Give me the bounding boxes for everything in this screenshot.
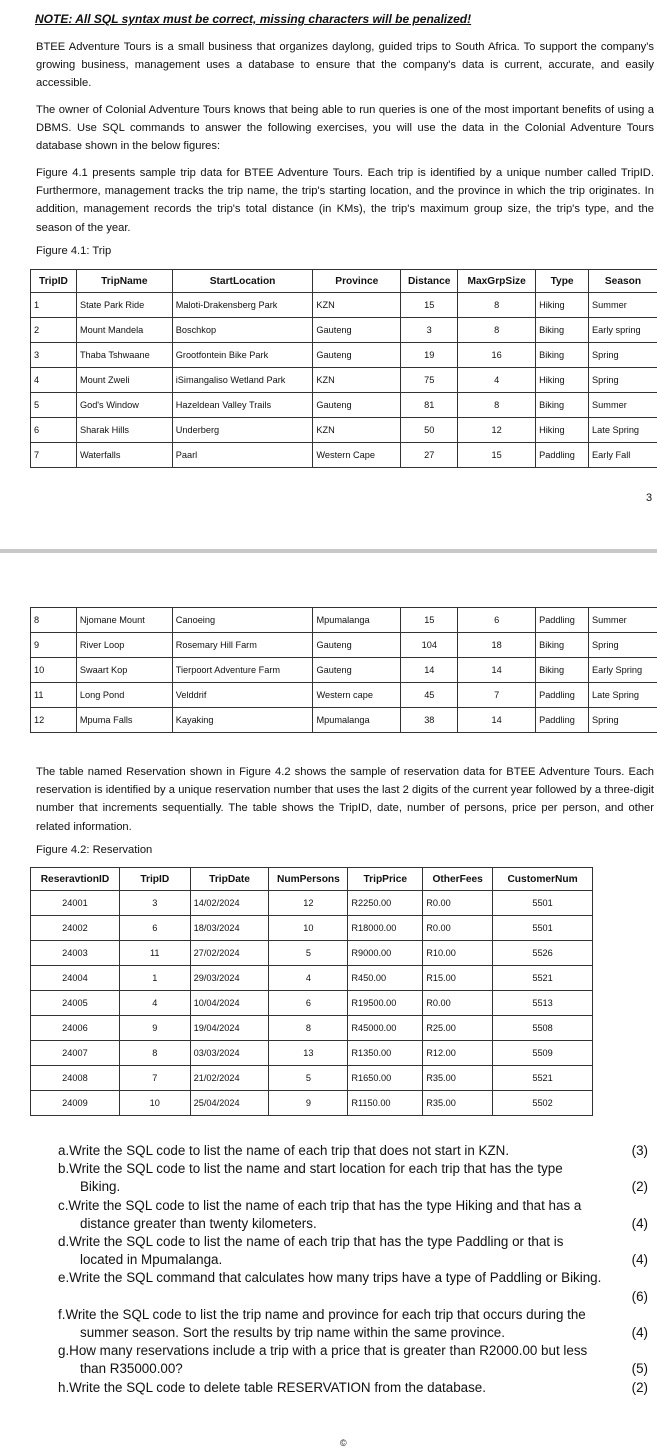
reservation-cell: 12 xyxy=(269,891,348,916)
trip-column-header: Province xyxy=(313,270,401,293)
reservation-cell: 10 xyxy=(269,916,348,941)
question-text-cont: than R35000.00? xyxy=(80,1360,183,1378)
trip-cell: Spring xyxy=(589,368,657,393)
reservation-cell: 24004 xyxy=(31,966,120,991)
question-text: Write the SQL code to list the name of each trip that does not start in KZN. xyxy=(69,1143,509,1158)
page-number: 3 xyxy=(646,492,652,504)
reservation-column-header: TripID xyxy=(119,868,190,891)
question-item xyxy=(58,1142,648,1160)
trip-cell: Mount Zweli xyxy=(76,368,172,393)
question-marks: (2) xyxy=(632,1178,648,1196)
reservation-column-header: ReseravtionID xyxy=(31,868,120,891)
figure-4-2-caption: Figure 4.2: Reservation xyxy=(36,844,152,856)
trip-cell: Paddling xyxy=(536,707,589,732)
trip-cell: 3 xyxy=(31,343,77,368)
trip-cell: Njomane Mount xyxy=(76,607,172,632)
question-text: Write the SQL code to list the trip name and province for each trip that occurs during the xyxy=(65,1307,585,1322)
question-line xyxy=(58,1197,581,1215)
reservation-cell: 24005 xyxy=(31,991,120,1016)
reservation-cell: 5508 xyxy=(493,1016,593,1041)
trip-cell: Gauteng xyxy=(313,318,401,343)
trip-cell: Early Spring xyxy=(589,657,657,682)
reservation-cell: 5521 xyxy=(493,1066,593,1091)
reservation-cell: R45000.00 xyxy=(348,1016,423,1041)
trip-row xyxy=(31,343,657,368)
trip-cell: Late Spring xyxy=(589,418,657,443)
reservation-cell: 24001 xyxy=(31,891,120,916)
trip-cell: 3 xyxy=(401,318,458,343)
reservation-cell: 4 xyxy=(269,966,348,991)
trip-cell: 6 xyxy=(31,418,77,443)
reservation-cell: 5509 xyxy=(493,1041,593,1066)
trip-cell: Swaart Kop xyxy=(76,657,172,682)
reservation-cell: 21/02/2024 xyxy=(190,1066,269,1091)
question-item xyxy=(58,1379,648,1397)
trip-cell: Underberg xyxy=(172,418,313,443)
trip-column-header: Distance xyxy=(401,270,458,293)
trip-cell: River Loop xyxy=(76,632,172,657)
reservation-row xyxy=(31,891,593,916)
trip-cell: KZN xyxy=(313,368,401,393)
trip-row xyxy=(31,368,657,393)
trip-cell: Gauteng xyxy=(313,657,401,682)
trip-column-header: Season xyxy=(589,270,657,293)
trip-column-header: TripName xyxy=(76,270,172,293)
question-text-cont: located in Mpumalanga. xyxy=(80,1251,222,1269)
reservation-cell: R25.00 xyxy=(423,1016,493,1041)
trip-cell: 14 xyxy=(401,657,458,682)
trip-cell: Mount Mandela xyxy=(76,318,172,343)
trip-cell: 14 xyxy=(458,707,536,732)
question-item xyxy=(58,1269,648,1305)
reservation-cell: 24009 xyxy=(31,1091,120,1116)
reservation-cell: 24006 xyxy=(31,1016,120,1041)
question-label: c. xyxy=(58,1198,68,1213)
trip-cell: 2 xyxy=(31,318,77,343)
trip-row xyxy=(31,607,657,632)
trip-cell: Western Cape xyxy=(313,443,401,468)
reservation-cell: 24003 xyxy=(31,941,120,966)
note-heading: NOTE: All SQL syntax must be correct, missing characters will be penalized! xyxy=(35,12,471,26)
question-label: b. xyxy=(58,1161,69,1176)
figure-4-2-description: The table named Reservation shown in Figure 4.2 shows the sample of reservation data for BTEE Adventure Tours. Each reservation is identified by a unique reservation number that uses the last 2 digits of the current year followed by a three-digit number that increments sequentially. The table shows the TripID, date, number of persons, price per person, and other related information. xyxy=(36,763,654,836)
trip-cell: 81 xyxy=(401,393,458,418)
reservation-column-header: OtherFees xyxy=(423,868,493,891)
trip-cell: Late Spring xyxy=(589,682,657,707)
figure-4-1-description: Figure 4.1 presents sample trip data for BTEE Adventure Tours. Each trip is identified by a unique number called TripID. Furthermore, management tracks the trip name, the trip's starting location, and the province in which the trip originates. In addition, management records the trip's total distance (in KMs), the trip's maximum group size, the trip's type, and the season of the year. xyxy=(36,164,654,237)
reservation-cell: 6 xyxy=(269,991,348,1016)
trip-cell: 12 xyxy=(458,418,536,443)
trip-cell: 10 xyxy=(31,657,77,682)
reservation-cell: R0.00 xyxy=(423,916,493,941)
reservation-row xyxy=(31,991,593,1016)
reservation-cell: 5 xyxy=(269,941,348,966)
question-label: f. xyxy=(58,1307,65,1322)
question-text: Write the SQL code to delete table RESERVATION from the database. xyxy=(69,1380,486,1395)
reservation-row xyxy=(31,1041,593,1066)
trip-cell: Paddling xyxy=(536,443,589,468)
reservation-row xyxy=(31,941,593,966)
trip-cell: Biking xyxy=(536,632,589,657)
trip-column-header: TripID xyxy=(31,270,77,293)
trip-cell: 15 xyxy=(401,293,458,318)
reservation-cell: R12.00 xyxy=(423,1041,493,1066)
trip-cell: Paddling xyxy=(536,682,589,707)
reservation-column-header: TripPrice xyxy=(348,868,423,891)
trip-cell: iSimangaliso Wetland Park xyxy=(172,368,313,393)
trip-table-page2 xyxy=(30,607,657,733)
trip-cell: Gauteng xyxy=(313,343,401,368)
trip-row xyxy=(31,682,657,707)
reservation-row xyxy=(31,1066,593,1091)
question-text: Write the SQL command that calculates how many trips have a type of Paddling or Biking. xyxy=(69,1270,601,1285)
trip-cell: 27 xyxy=(401,443,458,468)
reservation-cell: R450.00 xyxy=(348,966,423,991)
trip-cell: Early Fall xyxy=(589,443,657,468)
trip-row xyxy=(31,318,657,343)
reservation-cell: 03/03/2024 xyxy=(190,1041,269,1066)
question-continuation xyxy=(58,1251,648,1269)
question-text: Write the SQL code to list the name of each trip that has the type Hiking and that has a xyxy=(68,1198,581,1213)
reservation-cell: R0.00 xyxy=(423,991,493,1016)
question-item xyxy=(58,1306,648,1342)
trip-cell: 104 xyxy=(401,632,458,657)
trip-cell: KZN xyxy=(313,418,401,443)
questions-list xyxy=(58,1142,648,1397)
trip-cell: God's Window xyxy=(76,393,172,418)
trip-cell: Gauteng xyxy=(313,632,401,657)
trip-cell: 15 xyxy=(458,443,536,468)
trip-cell: Spring xyxy=(589,632,657,657)
trip-cell: State Park Ride xyxy=(76,293,172,318)
trip-cell: Velddrif xyxy=(172,682,313,707)
question-line xyxy=(58,1233,563,1251)
reservation-cell: R35.00 xyxy=(423,1091,493,1116)
trip-column-header: MaxGrpSize xyxy=(458,270,536,293)
reservation-cell: 6 xyxy=(119,916,190,941)
reservation-cell: 3 xyxy=(119,891,190,916)
trip-cell: Summer xyxy=(589,393,657,418)
reservation-column-header: TripDate xyxy=(190,868,269,891)
reservation-cell: R2250.00 xyxy=(348,891,423,916)
trip-cell: 11 xyxy=(31,682,77,707)
trip-cell: 7 xyxy=(31,443,77,468)
reservation-cell: 9 xyxy=(269,1091,348,1116)
trip-cell: 38 xyxy=(401,707,458,732)
trip-column-header: Type xyxy=(536,270,589,293)
reservation-cell: 27/02/2024 xyxy=(190,941,269,966)
trip-row xyxy=(31,707,657,732)
reservation-cell: 18/03/2024 xyxy=(190,916,269,941)
trip-row xyxy=(31,657,657,682)
trip-cell: KZN xyxy=(313,293,401,318)
reservation-row xyxy=(31,1016,593,1041)
trip-row xyxy=(31,632,657,657)
trip-row xyxy=(31,293,657,318)
trip-cell: Western cape xyxy=(313,682,401,707)
question-marks: (2) xyxy=(632,1379,648,1397)
reservation-cell: 8 xyxy=(269,1016,348,1041)
trip-cell: Paarl xyxy=(172,443,313,468)
trip-cell: 19 xyxy=(401,343,458,368)
question-marks: (4) xyxy=(632,1324,648,1342)
reservation-column-header: CustomerNum xyxy=(493,868,593,891)
question-label: e. xyxy=(58,1270,69,1285)
trip-cell: Gauteng xyxy=(313,393,401,418)
reservation-cell: 5526 xyxy=(493,941,593,966)
trip-row xyxy=(31,443,657,468)
question-label: g. xyxy=(58,1343,69,1358)
reservation-cell: 5502 xyxy=(493,1091,593,1116)
reservation-cell: 10 xyxy=(119,1091,190,1116)
question-line xyxy=(58,1342,587,1360)
question-marks: (5) xyxy=(632,1360,648,1378)
reservation-cell: 8 xyxy=(119,1041,190,1066)
trip-cell: 8 xyxy=(458,318,536,343)
reservation-cell: R19500.00 xyxy=(348,991,423,1016)
question-marks: (6) xyxy=(632,1289,648,1304)
trip-cell: Mpuma Falls xyxy=(76,707,172,732)
question-text-cont: summer season. Sort the results by trip name within the same province. xyxy=(80,1324,505,1342)
trip-cell: Tierpoort Adventure Farm xyxy=(172,657,313,682)
trip-cell: Kayaking xyxy=(172,707,313,732)
reservation-table xyxy=(30,867,593,1116)
trip-cell: 1 xyxy=(31,293,77,318)
reservation-cell: 19/04/2024 xyxy=(190,1016,269,1041)
trip-cell: 5 xyxy=(31,393,77,418)
question-marks: (4) xyxy=(632,1251,648,1269)
reservation-cell: 4 xyxy=(119,991,190,1016)
question-text: Write the SQL code to list the name and start location for each trip that has the type xyxy=(69,1161,563,1176)
trip-cell: Hiking xyxy=(536,368,589,393)
reservation-cell: 24008 xyxy=(31,1066,120,1091)
reservation-cell: 10/04/2024 xyxy=(190,991,269,1016)
reservation-cell: R1650.00 xyxy=(348,1066,423,1091)
trip-cell: Hiking xyxy=(536,293,589,318)
reservation-row xyxy=(31,966,593,991)
footer-mark: © xyxy=(340,1438,347,1448)
trip-cell: Thaba Tshwaane xyxy=(76,343,172,368)
reservation-cell: 13 xyxy=(269,1041,348,1066)
reservation-cell: 5521 xyxy=(493,966,593,991)
question-label: a. xyxy=(58,1143,69,1158)
trip-cell: Hazeldean Valley Trails xyxy=(172,393,313,418)
trip-cell: 6 xyxy=(458,607,536,632)
question-item xyxy=(58,1233,648,1269)
trip-cell: Spring xyxy=(589,343,657,368)
question-item xyxy=(58,1160,648,1196)
trip-cell: 16 xyxy=(458,343,536,368)
reservation-cell: R15.00 xyxy=(423,966,493,991)
question-line xyxy=(58,1269,601,1287)
question-label: h. xyxy=(58,1380,69,1395)
question-marks-line xyxy=(58,1288,648,1306)
question-line xyxy=(58,1142,509,1160)
trip-cell: 8 xyxy=(458,293,536,318)
trip-cell: Sharak Hills xyxy=(76,418,172,443)
reservation-cell: R10.00 xyxy=(423,941,493,966)
reservation-cell: R1150.00 xyxy=(348,1091,423,1116)
trip-cell: Spring xyxy=(589,707,657,732)
trip-cell: 15 xyxy=(401,607,458,632)
reservation-row xyxy=(31,1091,593,1116)
trip-table-page1 xyxy=(30,269,657,468)
intro-paragraph: BTEE Adventure Tours is a small business that organizes daylong, guided trips to South Africa. To support the company's growing business, management uses a database to ensure that the company's data is current, accurate, and easily accessible. xyxy=(36,38,654,93)
trip-cell: Paddling xyxy=(536,607,589,632)
trip-cell: Biking xyxy=(536,657,589,682)
trip-header-row xyxy=(31,270,657,293)
reservation-cell: 5501 xyxy=(493,891,593,916)
reservation-cell: 1 xyxy=(119,966,190,991)
trip-cell: 7 xyxy=(458,682,536,707)
reservation-cell: 14/02/2024 xyxy=(190,891,269,916)
trip-cell: Biking xyxy=(536,318,589,343)
question-text: Write the SQL code to list the name of each trip that has the type Paddling or that is xyxy=(69,1234,563,1249)
question-line xyxy=(58,1160,563,1178)
trip-cell: 4 xyxy=(458,368,536,393)
question-line xyxy=(58,1306,586,1324)
reservation-cell: 5501 xyxy=(493,916,593,941)
trip-cell: Biking xyxy=(536,343,589,368)
question-item xyxy=(58,1342,648,1378)
reservation-cell: R18000.00 xyxy=(348,916,423,941)
reservation-cell: 7 xyxy=(119,1066,190,1091)
page-divider xyxy=(0,549,657,553)
reservation-cell: 29/03/2024 xyxy=(190,966,269,991)
trip-cell: Mpumalanga xyxy=(313,707,401,732)
trip-cell: Grootfontein Bike Park xyxy=(172,343,313,368)
trip-cell: Biking xyxy=(536,393,589,418)
question-line xyxy=(58,1379,486,1397)
trip-cell: Summer xyxy=(589,607,657,632)
trip-cell: Rosemary Hill Farm xyxy=(172,632,313,657)
trip-cell: Summer xyxy=(589,293,657,318)
instructions-paragraph: The owner of Colonial Adventure Tours knows that being able to run queries is one of the most important benefits of using a DBMS. Use SQL commands to answer the following exercises, you will use the data in the Colonial Adventure Tours database shown in the below figures: xyxy=(36,101,654,156)
question-marks: (3) xyxy=(632,1142,648,1160)
trip-cell: Hiking xyxy=(536,418,589,443)
trip-cell: 4 xyxy=(31,368,77,393)
reservation-row xyxy=(31,916,593,941)
trip-cell: 12 xyxy=(31,707,77,732)
trip-cell: Mpumalanga xyxy=(313,607,401,632)
question-text-cont: Biking. xyxy=(80,1178,120,1196)
reservation-header-row xyxy=(31,868,593,891)
question-continuation xyxy=(58,1360,648,1378)
reservation-cell: 25/04/2024 xyxy=(190,1091,269,1116)
reservation-cell: 5513 xyxy=(493,991,593,1016)
trip-row xyxy=(31,393,657,418)
trip-cell: Boschkop xyxy=(172,318,313,343)
question-continuation xyxy=(58,1215,648,1233)
trip-column-header: StartLocation xyxy=(172,270,313,293)
reservation-cell: R0.00 xyxy=(423,891,493,916)
trip-cell: Canoeing xyxy=(172,607,313,632)
question-marks: (4) xyxy=(632,1215,648,1233)
figure-4-1-caption: Figure 4.1: Trip xyxy=(36,245,111,257)
question-continuation xyxy=(58,1324,648,1342)
trip-cell: 45 xyxy=(401,682,458,707)
reservation-cell: R9000.00 xyxy=(348,941,423,966)
trip-cell: 50 xyxy=(401,418,458,443)
question-text: How many reservations include a trip with a price that is greater than R2000.00 but less xyxy=(69,1343,587,1358)
reservation-cell: 11 xyxy=(119,941,190,966)
trip-cell: 14 xyxy=(458,657,536,682)
reservation-cell: 24007 xyxy=(31,1041,120,1066)
trip-cell: 18 xyxy=(458,632,536,657)
trip-cell: 8 xyxy=(458,393,536,418)
trip-cell: Waterfalls xyxy=(76,443,172,468)
reservation-cell: R35.00 xyxy=(423,1066,493,1091)
question-text-cont: distance greater than twenty kilometers. xyxy=(80,1215,317,1233)
trip-cell: 8 xyxy=(31,607,77,632)
trip-cell: Early spring xyxy=(589,318,657,343)
trip-cell: Long Pond xyxy=(76,682,172,707)
reservation-cell: 24002 xyxy=(31,916,120,941)
reservation-cell: R1350.00 xyxy=(348,1041,423,1066)
reservation-cell: 5 xyxy=(269,1066,348,1091)
question-continuation xyxy=(58,1178,648,1196)
reservation-cell: 9 xyxy=(119,1016,190,1041)
trip-cell: Maloti-Drakensberg Park xyxy=(172,293,313,318)
reservation-column-header: NumPersons xyxy=(269,868,348,891)
trip-cell: 9 xyxy=(31,632,77,657)
question-item xyxy=(58,1197,648,1233)
trip-cell: 75 xyxy=(401,368,458,393)
question-label: d. xyxy=(58,1234,69,1249)
trip-row xyxy=(31,418,657,443)
